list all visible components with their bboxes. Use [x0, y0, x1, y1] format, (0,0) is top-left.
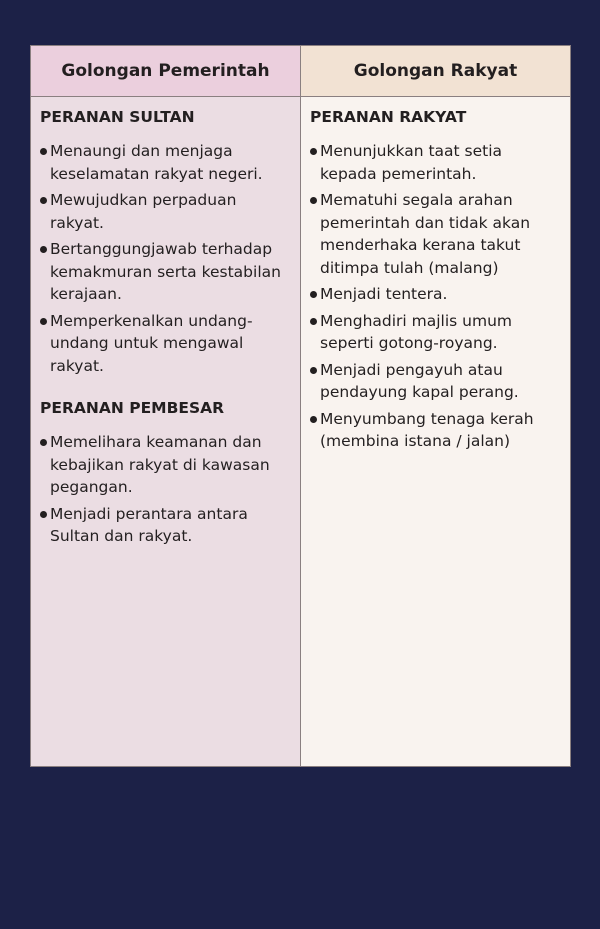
list-item	[310, 140, 562, 185]
list-item-text: Mematuhi segala arahan pemerintah dan tidak akan menderhaka kerana takut ditimpa tulah (malang)	[320, 191, 531, 277]
bullet-icon	[40, 197, 47, 204]
list-item	[310, 359, 562, 404]
column-header-rakyat: Golongan Rakyat	[301, 46, 570, 97]
bullet-icon	[40, 439, 47, 446]
bullet-icon	[310, 367, 317, 374]
list-item	[310, 408, 562, 453]
pembesar-role-list	[40, 431, 292, 548]
list-item-text: Menunjukkan taat setia kepada pemerintah.	[320, 142, 503, 183]
comparison-table	[30, 45, 571, 767]
bullet-icon	[310, 318, 317, 325]
list-item	[310, 310, 562, 355]
golongan-rakyat-column	[301, 46, 570, 766]
bullet-icon	[310, 148, 317, 155]
section-title-peranan-rakyat: PERANAN RAKYAT	[310, 108, 467, 126]
bullet-icon	[40, 511, 47, 518]
bullet-icon	[310, 291, 317, 298]
list-item-text: Menjadi tentera.	[320, 285, 448, 303]
list-item-text: Menghadiri majlis umum seperti gotong-royang.	[320, 311, 513, 352]
golongan-pemerintah-column	[31, 46, 301, 766]
sultan-role-list	[40, 140, 292, 377]
rakyat-role-list	[310, 140, 562, 453]
list-item-text: Menyumbang tenaga kerah (membina istana / jalan)	[320, 409, 534, 450]
list-item	[40, 238, 292, 306]
bullet-icon	[40, 246, 47, 253]
column-header-pemerintah: Golongan Pemerintah	[31, 46, 300, 97]
list-item-text: Memperkenalkan undang-undang untuk mengawal rakyat.	[50, 311, 253, 375]
list-item-text: Mewujudkan perpaduan rakyat.	[50, 191, 237, 232]
list-item	[40, 140, 292, 185]
list-item	[40, 310, 292, 378]
bullet-icon	[310, 197, 317, 204]
bullet-icon	[40, 318, 47, 325]
list-item-text: Menjadi perantara antara Sultan dan rakyat.	[50, 504, 248, 545]
list-item-text: Menaungi dan menjaga keselamatan rakyat negeri.	[50, 142, 263, 183]
list-item-text: Memelihara keamanan dan kebajikan rakyat di kawasan pegangan.	[50, 433, 270, 496]
section-title-peranan-sultan: PERANAN SULTAN	[40, 108, 195, 126]
bullet-icon	[40, 148, 47, 155]
list-item	[40, 503, 292, 548]
bullet-icon	[310, 416, 317, 423]
list-item	[310, 189, 562, 279]
list-item-text: Menjadi pengayuh atau pendayung kapal perang.	[320, 360, 519, 401]
list-item	[40, 189, 292, 234]
list-item	[310, 283, 562, 306]
list-item	[40, 431, 292, 499]
list-item-text: Bertanggungjawab terhadap kemakmuran serta kestabilan kerajaan.	[50, 240, 281, 303]
section-title-peranan-pembesar: PERANAN PEMBESAR	[40, 399, 225, 417]
